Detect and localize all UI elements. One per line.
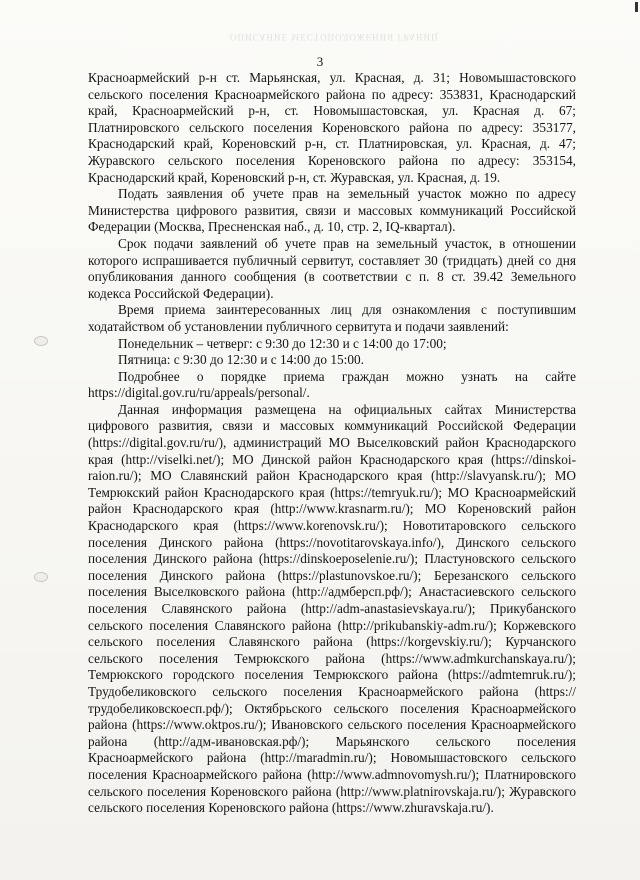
- schedule-friday: Пятница: с 9:30 до 12:30 и с 14:00 до 15:00.: [118, 352, 364, 368]
- paragraph-addresses: Красноармейский р-н ст. Марьянская, ул. Красная, д. 31; Новомышастовского сельского поселения Красноармейского района по адресу: 353831, Краснодарский край, Красноармейский р-н, ст. Новомышастовская, ул. Красная д. 67; Платнировского сельского поселения Кореновского района по адресу: 353177, Краснодарский край, Кореновский р-н, ст. Платнировская, ул. Красная, д. 47; Журавского сельского поселения Кореновского района по адресу: 353154, Краснодарский край, Кореновский р-н, ст. Журавская, ул. Красная, д. 19.: [88, 70, 576, 185]
- body-text: [88, 70, 576, 817]
- punch-hole-mark: [34, 572, 48, 582]
- paragraph-submit-address: Подать заявления об учете прав на земельный участок можно по адресу Министерства цифрового развития, связи и массовых коммуникаций Российской Федерации (Москва, Пресненская наб., д. 10, стр. 2, IQ-квартал).: [88, 186, 576, 235]
- paragraph-official-sites: Данная информация размещена на официальных сайтах Министерства цифрового развития, связи и массовых коммуникаций Российской Федерации (https://digital.gov.ru/ru/), администраций МО Выселковский район Краснодарского края (http://viselki.net/); МО Динской район Краснодарского края (https://dinskoi-raion.ru/); МО Славянский район Краснодарского края (http://slavyansk.ru/); МО Темрюкский район Краснодарского края (https://temryuk.ru/); МО Красноармейский район Краснодарского края (http://www.krasnarm.ru/); МО Кореновский район Краснодарского края (https://www.korenovsk.ru/); Новотитаровского сельского поселения Динского района (https://novotitarovskaya.info/), Динского сельского поселения Динского района (https://dinskoeposelenie.ru/); Пластуновского сельского поселения Динского района (https://plastunovskoe.ru/); Березанского сельского поселения Выселковского района (http://адмберсп.рф/); Анастасиевского сельского поселения Славянского района (http://adm-anastasievskaya.ru/); Прикубанского сельского поселения Славянского района (http://prikubanskiy-adm.ru/); Коржевского сельского поселения Славянского района (https://korgevskiy.ru/); Курчанского сельского поселения Темрюкского района (https://www.admkurchanskaya.ru/); Темрюкского городского поселения Темрюкского района (https://admtemruk.ru/); Трудобеликовского сельского поселения Красноармейского района (https://трудобеликовскоесп.рф/); Октябрьского сельского поселения Красноармейского района (https://www.oktpos.ru/); Ивановского сельского поселения Красноармейского района (http://адм-ивановская.рф/); Марьянского сельского поселения Красноармейского района (http://maradmin.ru/); Новомышастовского сельского поселения Красноармейского района (http://www.admnovomysh.ru/); Платнировского сельского поселения Кореновского района (http://www.platnirovskaja.ru/); Журавского сельского поселения Кореновского района (https://www.zhuravskaja.ru/).: [88, 401, 576, 816]
- page-number: 3: [316, 54, 324, 69]
- punch-hole-mark: [34, 336, 48, 346]
- paragraph-reception-time: Время приема заинтересованных лиц для ознакомления с поступившим ходатайством об установлении публичного сервитута и подачи заявлений:: [88, 302, 576, 334]
- paragraph-more-info: Подробнее о порядке приема граждан можно узнать на сайте https://digital.gov.ru/ru/appeals/personal/.: [88, 368, 576, 401]
- bleed-through-text: ОПИСАНИЕ МЕСТОПОЛОЖЕНИЯ ГРАНИЦ: [230, 32, 439, 42]
- paragraph-deadline: Срок подачи заявлений об учете прав на земельный участок, в отношении которого испрашивается публичный сервитут, составляет 30 (тридцать) дней со дня опубликования данного сообщения (в соответствии с п. 8 ст. 39.42 Земельного кодекса Российской Федерации).: [88, 235, 576, 301]
- scan-edge-mark: [635, 2, 638, 12]
- schedule-mon-thu: Понедельник – четверг: с 9:30 до 12:30 и с 14:00 до 17:00;: [118, 335, 447, 351]
